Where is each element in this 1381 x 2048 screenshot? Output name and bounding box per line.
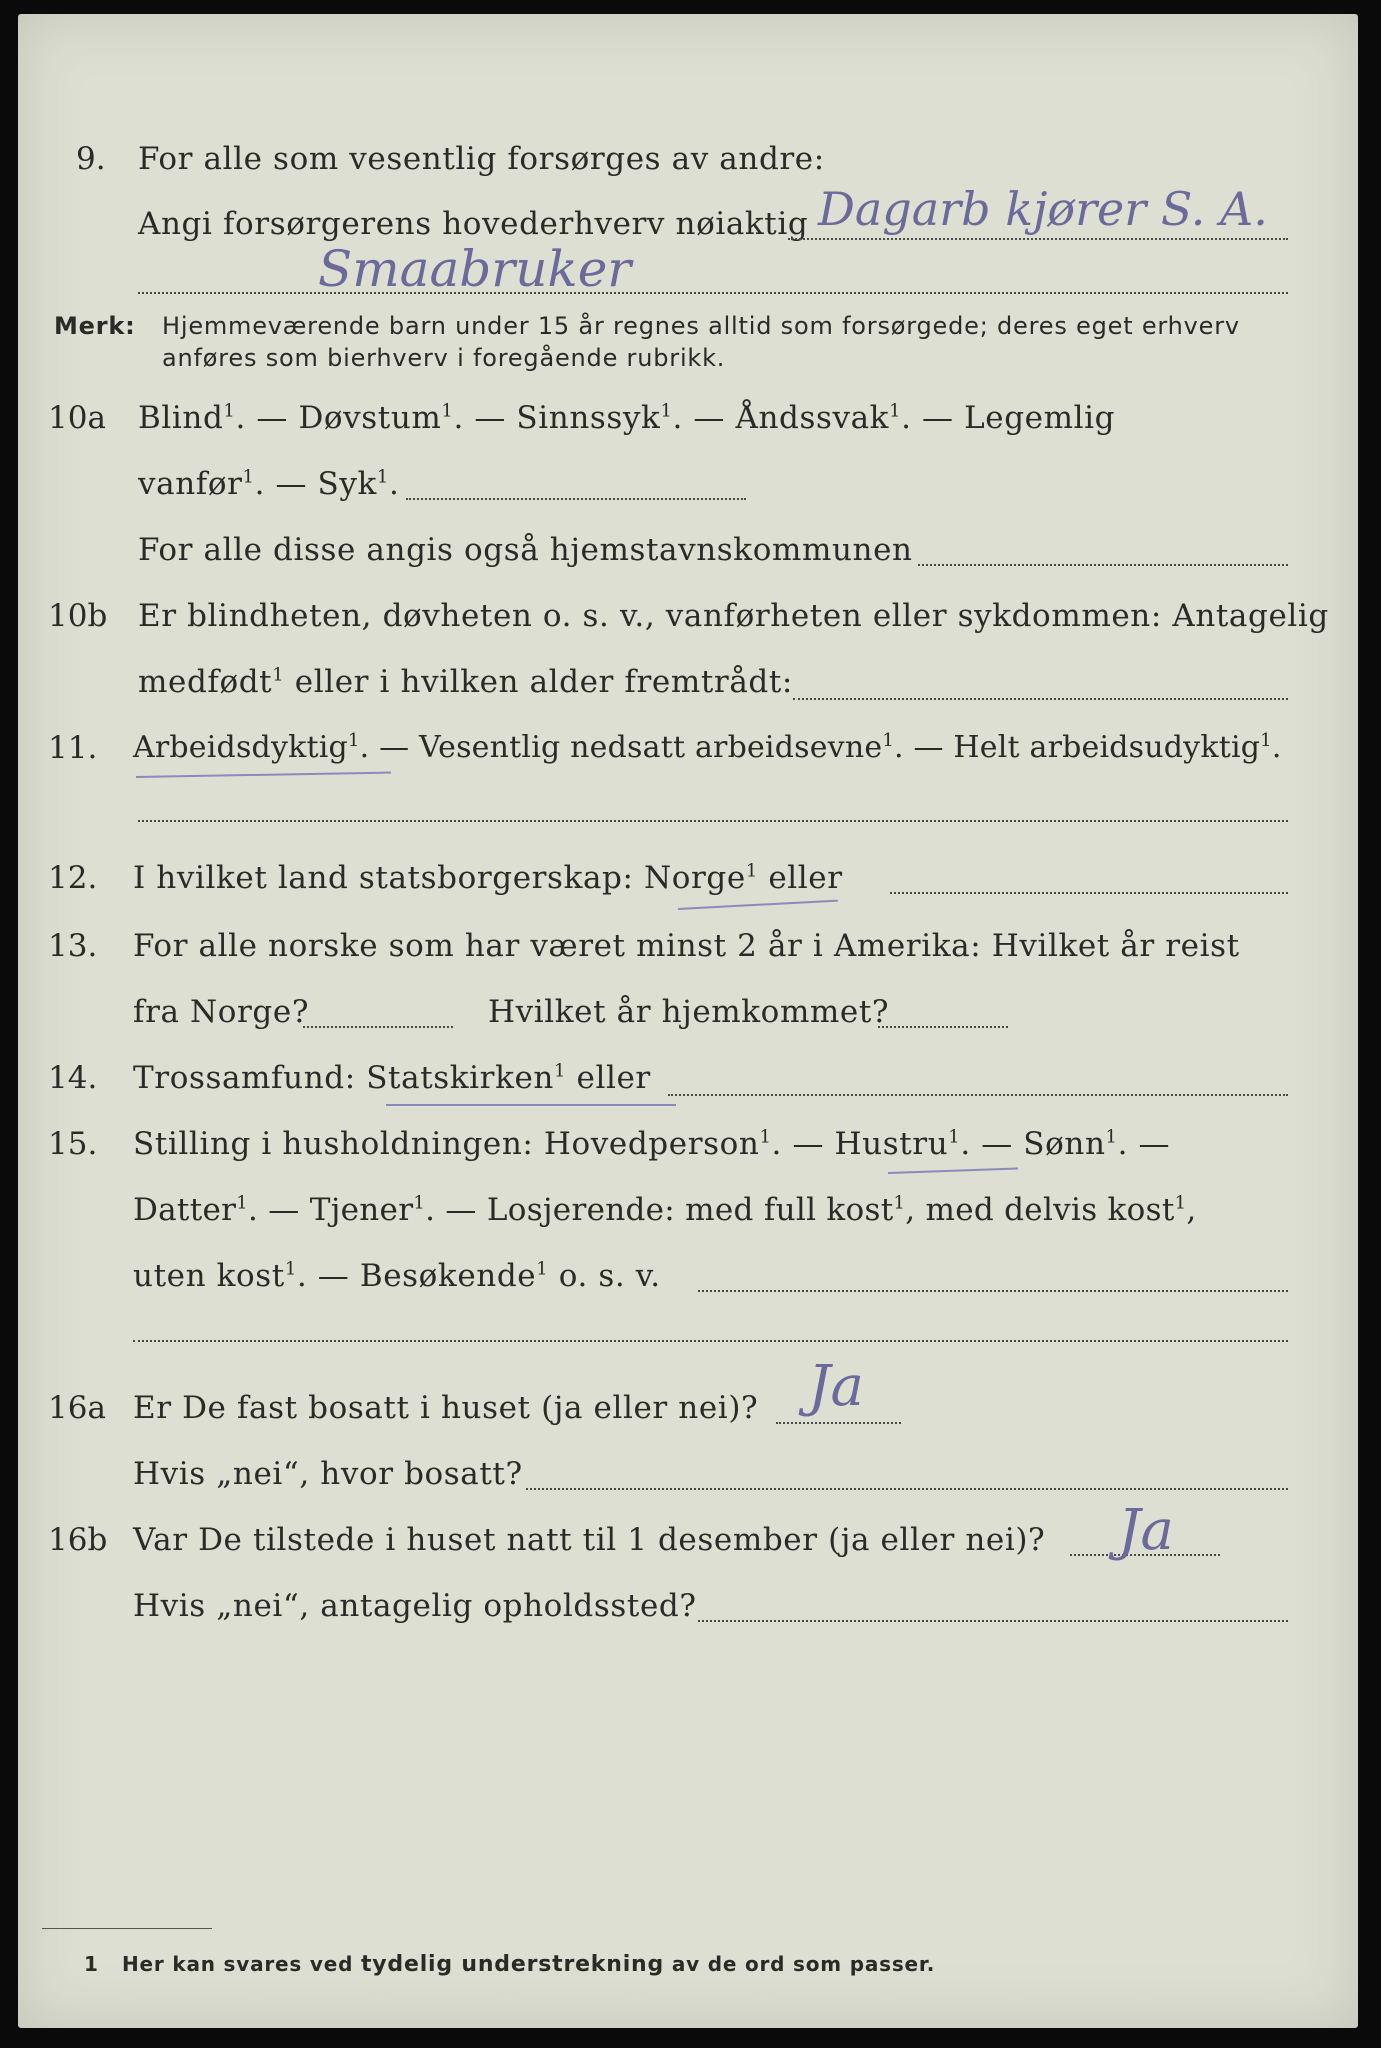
q13-number: 13. [48, 928, 98, 964]
q14-statskirken: Statskirken [366, 1060, 554, 1096]
q9-line2: Angi forsørgerens hovederhverv nøiaktig [138, 206, 809, 242]
footnote-mark: 1 [413, 1192, 426, 1214]
q9-handwritten-answer2: Smaabruker [318, 240, 632, 298]
q10a-vanfor: vanfør [138, 466, 243, 502]
q11-udyktig: . — Helt arbeidsudyktig [893, 730, 1261, 765]
q11-nedsatt: . — Vesentlig nedsatt arbeidsevne [359, 730, 883, 765]
q15-answer-line2 [133, 1340, 1288, 1342]
q10a-sinnssyk: . — Sinnssyk [453, 400, 661, 436]
q10a-line1 [138, 400, 1115, 436]
q12-norge: Norge [644, 860, 746, 896]
footnote-mark: 1 [376, 466, 389, 488]
footnote-mark: 1 [284, 1258, 297, 1280]
q10b-alder: eller i hvilken alder fremtrådt: [284, 664, 793, 700]
footnote-mark: 1 [893, 1192, 906, 1214]
q12-line [133, 860, 843, 896]
q10a-hjemstavn-line [918, 564, 1288, 566]
footnote-mark: 1 [948, 1126, 961, 1148]
q10a-dovstum: . — Døvstum [235, 400, 442, 436]
footnote-text-c: av de ord som passer. [671, 1952, 936, 1976]
q9-number: 9. [76, 141, 106, 177]
q10a-syk: . — Syk [254, 466, 377, 502]
q11-arbeidsdyktig: Arbeidsdyktig [133, 730, 348, 765]
q15-dash2: . — [1117, 1126, 1171, 1162]
q12-statsborgerskap: I hvilket land statsborgerskap: [133, 860, 634, 896]
footnote-mark: 1 [441, 400, 454, 422]
q10a-number: 10a [48, 400, 106, 436]
q15-comma: , [1186, 1192, 1197, 1228]
footnote-mark: 1 [272, 664, 285, 686]
q15-line1 [133, 1126, 1170, 1162]
q15-uten-kost: uten kost [133, 1258, 285, 1294]
footnote-text-b: tydelig understrekning [360, 1952, 665, 1977]
q16b-number: 16b [48, 1522, 108, 1558]
q12-handwritten-underline [678, 900, 838, 910]
q13-line2b: Hvilket år hjemkommet? [488, 994, 890, 1030]
q10b-line2 [138, 664, 793, 700]
q16a-line2: Hvis „nei“, hvor bosatt? [133, 1456, 523, 1492]
q9-answer-line2 [138, 292, 1288, 294]
footnote-mark: 1 [745, 860, 758, 882]
q15-answer-line1 [698, 1290, 1288, 1292]
q12-answer-line [890, 892, 1288, 894]
q9-handwritten-answer1: Dagarb kjører S. A. [818, 182, 1268, 236]
footnote-mark: 1 [536, 1258, 549, 1280]
footnote-mark: 1 [1105, 1126, 1118, 1148]
q13-hjemkommet-line [878, 1026, 1008, 1028]
q14-trossamfund: Trossamfund: [133, 1060, 356, 1096]
q16a-handwritten-answer: Ja [808, 1354, 864, 1419]
footnote [84, 1946, 935, 1983]
footnote-text-a: Her kan svares ved [122, 1952, 354, 1976]
q15-line3 [133, 1258, 661, 1294]
q16b-opholdssted-line [698, 1620, 1288, 1622]
q16b-handwritten-answer: Ja [1118, 1498, 1174, 1563]
q14-eller: eller [566, 1060, 651, 1096]
footnote-mark: 1 [236, 1192, 248, 1214]
footnote-mark: 1 [553, 1060, 567, 1082]
footnote-rule [42, 1928, 212, 1929]
footnote-mark: 1 [242, 466, 255, 488]
q15-hustru: Hustru [834, 1126, 949, 1162]
q15-besokende: . — Besøkende [296, 1258, 537, 1294]
q13-line2a: fra Norge? [133, 994, 310, 1030]
q16a-answer-line [776, 1422, 901, 1424]
footnote-mark: 1 [223, 400, 236, 422]
q13-line1: For alle norske som har været minst 2 år i Amerika: Hvilket år reist [133, 928, 1240, 964]
q16b-line2: Hvis „nei“, antagelig opholdssted? [133, 1588, 697, 1624]
q15-osv: o. s. v. [548, 1258, 661, 1294]
footnote-mark: 1 [889, 400, 902, 422]
q10a-line3: For alle disse angis også hjemstavnskommunen [138, 532, 913, 568]
q11-handwritten-underline [136, 772, 391, 778]
q14-number: 14. [48, 1060, 98, 1096]
q10a-line2: vanfør$^1$. — Syk$^1$. [138, 466, 400, 502]
footnote-mark: 1 [660, 400, 673, 422]
q15-hovedperson: Stilling i husholdningen: Hovedperson [133, 1126, 760, 1162]
q14-answer-line [668, 1094, 1288, 1096]
footnote-mark: 1 [1260, 730, 1272, 751]
census-form-page [18, 14, 1358, 2028]
q10b-answer-line [793, 698, 1288, 700]
q10b-medfodt: medfødt [138, 664, 273, 700]
q10a-legemlig: . — Legemlig [901, 400, 1116, 436]
q14-handwritten-underline [386, 1104, 676, 1106]
q15-sonn: . — Sønn [960, 1126, 1106, 1162]
q15-tjener: . — Tjener [247, 1192, 414, 1228]
q9-line1: For alle som vesentlig forsørges av andre: [138, 141, 825, 177]
q10b-line1: Er blindheten, døvheten o. s. v., vanførheten eller sykdommen: Antagelig [138, 598, 1329, 634]
q15-handwritten-underline [888, 1167, 1018, 1174]
q13-reist-line [303, 1026, 453, 1028]
footnote-mark: 1 [882, 730, 894, 751]
q11-number: 11. [48, 730, 98, 766]
q16a-line1: Er De fast bosatt i huset (ja eller nei)? [133, 1390, 759, 1426]
q16a-bosatt-line [526, 1488, 1288, 1490]
q15-delvis-kost: , med delvis kost [905, 1192, 1175, 1228]
q10b-number: 10b [48, 598, 108, 634]
q10a-andssvak: . — Åndssvak [672, 400, 890, 436]
q16b-line1: Var De tilstede i huset natt til 1 desember (ja eller nei)? [133, 1522, 1046, 1558]
q11-line: Arbeidsdyktig$^1$. — Vesentlig nedsatt arbeidsevne$^1$. — Helt arbeidsudyktig$^1$. [133, 730, 1282, 765]
footnote-mark: 1 [1174, 1192, 1187, 1214]
q10a-answer-line [406, 498, 746, 500]
merk-line2: anføres som bierhverv i foregående rubrikk. [162, 344, 726, 372]
q15-datter: Datter [133, 1192, 237, 1228]
q15-dash: . — [771, 1126, 825, 1162]
merk-label: Merk: [54, 312, 136, 340]
q12-eller: eller [757, 860, 843, 896]
q15-number: 15. [48, 1126, 98, 1162]
q14-line [133, 1060, 651, 1096]
q10a-blind: Blind [138, 400, 224, 436]
merk-line1: Hjemmeværende barn under 15 år regnes alltid som forsørgede; deres eget erhverv [162, 312, 1240, 340]
footnote-mark: 1 [84, 1952, 99, 1976]
q12-number: 12. [48, 860, 98, 896]
q11-answer-line [138, 820, 1288, 822]
q9-answer-line1 [788, 238, 1288, 240]
q15-full-kost: . — Losjerende: med full kost [425, 1192, 894, 1228]
footnote-mark: 1 [759, 1126, 772, 1148]
q16a-number: 16a [48, 1390, 106, 1426]
q15-line2 [133, 1192, 1197, 1228]
footnote-mark: 1 [347, 730, 360, 751]
